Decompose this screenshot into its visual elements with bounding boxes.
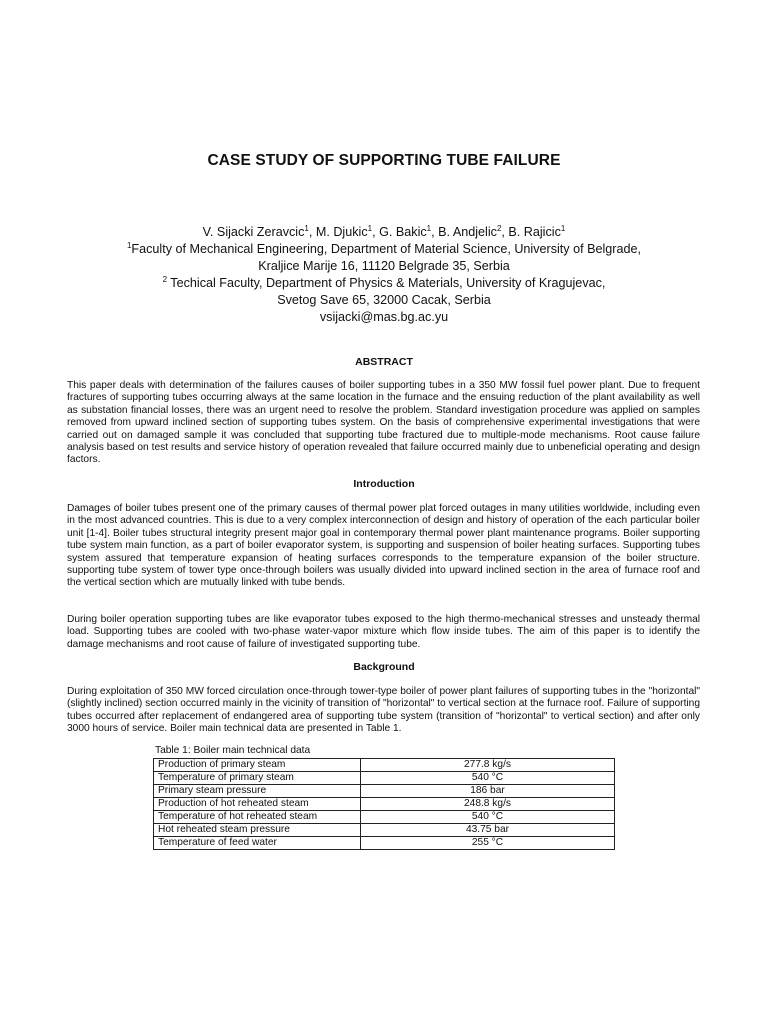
author-separator: , — [501, 225, 509, 239]
table-row — [154, 837, 615, 850]
table-cell-value: 277.8 kg/s — [361, 759, 615, 772]
affiliation-mark: 1 — [304, 224, 309, 233]
introduction-paragraph: During boiler operation supporting tubes are like evaporator tubes exposed to the high thermo-mechanical stresses and unsteady thermal load. Supporting tubes are cooled with two-phase water-vapor mixture which flow inside tubes. The aim of this paper is to identify the damage mechanisms and root cause of failure of investigated supporting tube. — [67, 614, 700, 650]
author-name: M. Djukic — [315, 225, 368, 239]
author-separator: , — [372, 225, 380, 239]
author-name: V. Sijacki Zeravcic — [202, 225, 305, 239]
author-separator: , — [431, 225, 439, 239]
affiliation-1-address: Kraljice Marije 16, 11120 Belgrade 35, Serbia — [258, 259, 510, 273]
abstract-heading: ABSTRACT — [355, 356, 413, 368]
affiliation-mark: 2 — [496, 224, 502, 233]
affiliation-mark: 1 — [367, 224, 373, 233]
table-cell-param: Temperature of primary steam — [154, 772, 361, 785]
table-cell-param: Production of primary steam — [154, 759, 361, 772]
affiliation-mark: 1 — [426, 224, 432, 233]
table-caption: Table 1: Boiler main technical data — [155, 745, 311, 756]
table-cell-value: 540 °C — [361, 811, 615, 824]
author-name: B. Andjelic — [438, 225, 497, 239]
affiliation-text: Techical Faculty, Department of Physics & Materials, University of Kragujevac, — [167, 276, 606, 290]
introduction-paragraph: Damages of boiler tubes present one of the primary causes of thermal power plat forced outages in many utilities worldwide, including even in the most advanced countries. This is due to a very complex interconnection of design and history of operation of the each particular boiler unit [1-4]. Boiler tubes structural integrity present major goal in contemporary thermal power plant maintenance programs. Boiler supporting tube system main function, as a part of boiler evaporator system, is supporting and suspension of boiler heating surfaces. Supporting tubes system assured that temperature expansion of heating surfaces corresponds to the temperature expansion of the boiler structure. supporting tube system of tower type once-through boilers was usually divided into upward inclined section in the area of furnace roof and the vertical section which are mutually linked with tube bends. — [67, 503, 700, 589]
author-name: B. Rajicic — [508, 225, 561, 239]
affiliation-text: Faculty of Mechanical Engineering, Department of Material Science, University of Belgrade, — [131, 242, 642, 256]
table-cell-value: 248.8 kg/s — [361, 798, 615, 811]
table-cell-param: Production of hot reheated steam — [154, 798, 361, 811]
abstract-text: This paper deals with determination of the failures causes of boiler supporting tubes in a 350 MW fossil fuel power plant. Due to frequent fractures of supporting tubes occurring always at the same location in the furnace and the ensuing reduction of the plant availability as well as substation financial losses, there was an urgent need to resolve the problem. Standard investigation procedure was applied on samples removed from upward inclined section of supporting tubes system. On the basis of comprehensive experimental investigations that were carried out on damaged sample it was concluded that supporting tube fractured due to multiple-mode mechanisms. Root cause failure analysis based on test results and service history of operation revealed that failure occurred mainly due to unbeneficial operating and design factors. — [67, 380, 700, 466]
table-cell-param: Hot reheated steam pressure — [154, 824, 361, 837]
table-cell-value: 255 °C — [361, 837, 615, 850]
author-separator: , — [308, 225, 316, 239]
author-name: G. Bakic — [379, 225, 427, 239]
affiliation-mark: 1 — [126, 241, 132, 250]
affiliation-mark: 1 — [560, 224, 566, 233]
table-cell-value: 186 bar — [361, 785, 615, 798]
background-heading: Background — [353, 661, 415, 673]
affiliation-mark: 2 — [162, 275, 168, 284]
table-row — [154, 759, 615, 772]
background-paragraph: During exploitation of 350 MW forced circulation once-through tower-type boiler of power plant failures of supporting tubes in the "horizontal" (slightly inclined) section occurred mainly in the vicinity of transition of "horizontal" to vertical section at the furnace roof. Failure of supporting tubes occurred after replacement of endangered area of supporting tube system (transition of "horizontal" to vertical section) and after only 3000 hours of service. Boiler main technical data are presented in Table 1. — [67, 686, 700, 735]
introduction-heading: Introduction — [353, 478, 415, 490]
affiliation-2 — [60, 275, 708, 292]
author-block — [60, 224, 708, 326]
affiliation-2-address: Svetog Save 65, 32000 Cacak, Serbia — [277, 293, 491, 307]
contact-email: vsijacki@mas.bg.ac.yu — [319, 310, 449, 324]
table-row — [154, 811, 615, 824]
table-cell-param: Primary steam pressure — [154, 785, 361, 798]
table-cell-param: Temperature of feed water — [154, 837, 361, 850]
author-line — [60, 224, 708, 241]
paper-title: CASE STUDY OF SUPPORTING TUBE FAILURE — [207, 152, 561, 169]
table-row — [154, 798, 615, 811]
table-cell-value: 43.75 bar — [361, 824, 615, 837]
affiliation-1 — [60, 241, 708, 258]
table-row — [154, 824, 615, 837]
table-cell-param: Temperature of hot reheated steam — [154, 811, 361, 824]
technical-data-table — [153, 758, 615, 850]
table-cell-value: 540 °C — [361, 772, 615, 785]
table-row — [154, 785, 615, 798]
table-row — [154, 772, 615, 785]
